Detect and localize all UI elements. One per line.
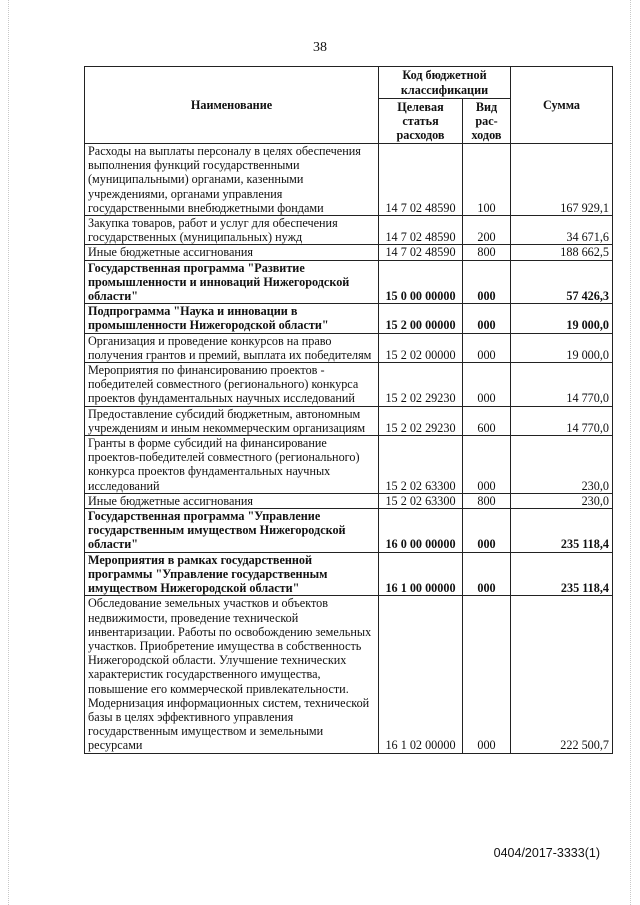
- table-row: [85, 596, 613, 753]
- header-sum: Сумма: [511, 67, 613, 144]
- row-target-article: 14 7 02 48590: [379, 245, 463, 260]
- row-target-article: 16 1 00 00000: [379, 552, 463, 596]
- table-row: [85, 436, 613, 494]
- row-name: Подпрограмма "Наука и инновации в промышленности Нижегородской области": [85, 304, 379, 333]
- row-name: Мероприятия по финансированию проектов - победителей совместного (регионального) конкурса проектов фундаментальных научных исследований: [85, 363, 379, 407]
- row-sum: 14 770,0: [511, 363, 613, 407]
- row-sum: 235 118,4: [511, 509, 613, 553]
- row-name: Организация и проведение конкурсов на право получения грантов и премий, выплата их победителям: [85, 333, 379, 362]
- row-target-article: 16 1 02 00000: [379, 596, 463, 753]
- table-row: [85, 363, 613, 407]
- row-target-article: 15 2 02 00000: [379, 333, 463, 362]
- table-body: [85, 144, 613, 754]
- row-sum: 230,0: [511, 436, 613, 494]
- row-sum: 57 426,3: [511, 260, 613, 304]
- row-name: Расходы на выплаты персоналу в целях обеспечения выполнения функций государственными (муниципальными) органами, казенными учреждениями, органами управления государственными внебюджетными фондами: [85, 144, 379, 216]
- row-name: Иные бюджетные ассигнования: [85, 245, 379, 260]
- row-name: Государственная программа "Развитие промышленности и инноваций Нижегородской области": [85, 260, 379, 304]
- row-sum: 19 000,0: [511, 333, 613, 362]
- table-row: [85, 216, 613, 245]
- scan-edge-left: [8, 0, 10, 905]
- table-row: [85, 144, 613, 216]
- table-row: [85, 493, 613, 508]
- row-name: Закупка товаров, работ и услуг для обеспечения государственных (муниципальных) нужд: [85, 216, 379, 245]
- row-name: Мероприятия в рамках государственной программы "Управление государственным имуществом Нижегородской области": [85, 552, 379, 596]
- table-row: [85, 260, 613, 304]
- row-name: Предоставление субсидий бюджетным, автономным учреждениям и иным некоммерческим организациям: [85, 406, 379, 435]
- row-target-article: 15 2 02 29230: [379, 363, 463, 407]
- page-number: 38: [313, 40, 327, 55]
- table-row: [85, 552, 613, 596]
- row-expense-type: 800: [463, 493, 511, 508]
- table-row: [85, 304, 613, 333]
- row-target-article: 16 0 00 00000: [379, 509, 463, 553]
- table-row: [85, 406, 613, 435]
- row-sum: 230,0: [511, 493, 613, 508]
- row-expense-type: 200: [463, 216, 511, 245]
- row-target-article: 14 7 02 48590: [379, 216, 463, 245]
- table-header: [85, 67, 613, 144]
- row-expense-type: 000: [463, 304, 511, 333]
- row-sum: 188 662,5: [511, 245, 613, 260]
- row-sum: 19 000,0: [511, 304, 613, 333]
- row-expense-type: 000: [463, 596, 511, 753]
- row-sum: 235 118,4: [511, 552, 613, 596]
- row-target-article: 15 2 02 29230: [379, 406, 463, 435]
- row-sum: 34 671,6: [511, 216, 613, 245]
- scan-edge-right: [630, 0, 632, 905]
- header-code-group: Код бюджетной классификации: [379, 67, 511, 99]
- row-sum: 14 770,0: [511, 406, 613, 435]
- header-name: Наименование: [85, 67, 379, 144]
- row-expense-type: 100: [463, 144, 511, 216]
- row-expense-type: 000: [463, 552, 511, 596]
- row-target-article: 15 0 00 00000: [379, 260, 463, 304]
- row-target-article: 15 2 00 00000: [379, 304, 463, 333]
- row-expense-type: 000: [463, 363, 511, 407]
- row-name: Иные бюджетные ассигнования: [85, 493, 379, 508]
- row-target-article: 15 2 02 63300: [379, 493, 463, 508]
- row-expense-type: 000: [463, 333, 511, 362]
- row-name: Государственная программа "Управление государственным имуществом Нижегородской области": [85, 509, 379, 553]
- table-row: [85, 509, 613, 553]
- row-name: Обследование земельных участков и объектов недвижимости, проведение технической инвентаризации. Работы по освобождению земельных участков. Приобретение имущества в собственность Нижегородской области. Улучшение технических характеристик государственного имущества, повышение его коммерческой привлекательности. Модернизация информационных систем, технической базы в целях эффективного управления государственным имуществом и земельными ресурсами: [85, 596, 379, 753]
- row-expense-type: 800: [463, 245, 511, 260]
- header-target-article: Целевая статья расходов: [379, 99, 463, 144]
- table-row: [85, 245, 613, 260]
- header-expense-type: Вид рас-ходов: [463, 99, 511, 144]
- row-expense-type: 000: [463, 260, 511, 304]
- row-expense-type: 000: [463, 509, 511, 553]
- row-target-article: 14 7 02 48590: [379, 144, 463, 216]
- row-target-article: 15 2 02 63300: [379, 436, 463, 494]
- row-sum: 167 929,1: [511, 144, 613, 216]
- row-name: Гранты в форме субсидий на финансирование проектов-победителей совместного (регионального) конкурса проектов фундаментальных научных исследований: [85, 436, 379, 494]
- budget-table: [84, 66, 613, 754]
- document-code: 0404/2017-3333(1): [493, 846, 600, 860]
- row-sum: 222 500,7: [511, 596, 613, 753]
- row-expense-type: 600: [463, 406, 511, 435]
- row-expense-type: 000: [463, 436, 511, 494]
- table-row: [85, 333, 613, 362]
